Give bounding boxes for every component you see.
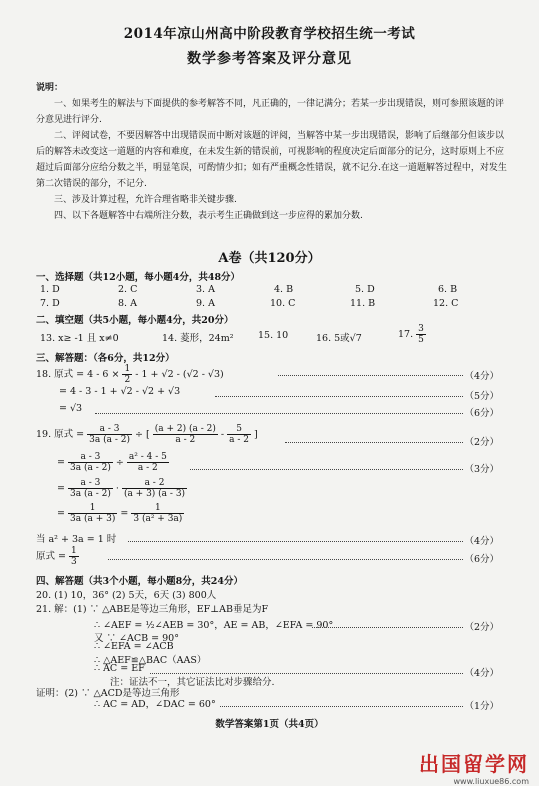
q21-line5: ∴ △AEF≌△BAC（AAS）	[94, 655, 207, 666]
answer-12: 12. C	[433, 298, 459, 309]
dotted-leader	[95, 413, 463, 414]
answer-10: 10. C	[270, 298, 296, 309]
score-q19-4: （4分）	[464, 536, 499, 547]
watermark-url: www.liuxue86.com	[453, 777, 529, 786]
answer-5: 5. D	[355, 284, 375, 295]
watermark-logo: 出国留学网	[419, 752, 529, 776]
dotted-leader	[128, 541, 463, 542]
part2-heading: 二、填空题（共5小题，每小题4分，共20分）	[36, 315, 234, 326]
q19-line2: = $\frac{a - 3}{3a (a - 2)}$ ÷ $\frac{\text{a² - 4 - 5}}{a - 2}$	[57, 452, 167, 473]
score-q19-1: （2分）	[464, 437, 499, 448]
answer-14: 14. 菱形，24m²	[162, 333, 234, 344]
part1-heading: 一、选择题（共12小题，每小题4分，共48分）	[36, 272, 241, 283]
q21-line4: ∴ ∠EFA = ∠ACB	[94, 641, 174, 652]
section-a-title: A卷（共120分）	[218, 251, 321, 266]
dotted-leader	[220, 706, 463, 707]
q19-line3: = $\frac{a - 3}{3a (a - 2)}$ · $\frac{a - 2}{(a + 3) (a - 3)}$	[57, 478, 186, 499]
watermark	[419, 748, 529, 786]
dotted-leader	[108, 559, 463, 560]
q21-line6: ∴ AC = EF	[94, 663, 145, 674]
answer-2: 2. C	[118, 284, 138, 295]
answer-8: 8. A	[118, 298, 137, 309]
q21-line2: ∴ ∠AEF = ½∠AEB = 30°，AE = AB，∠EFA = 90°	[94, 620, 334, 631]
score-q18-3: （6分）	[464, 408, 499, 419]
q18-line2: = 4 - 3 - 1 + √2 - √2 + √3	[59, 386, 181, 397]
page-footer: 数学答案第1页（共4页）	[215, 719, 324, 730]
q19-condition: 当 a² + 3a = 1 时	[36, 534, 117, 545]
score-q19-2: （3分）	[464, 464, 499, 475]
note-1: 一、如果考生的解法与下面提供的参考解答不同，凡正确的，一律记满分；若某一步出现错误，则可参照该题的评分意见进行评分.	[36, 99, 505, 125]
dotted-leader	[312, 627, 463, 628]
answer-1: 1. D	[40, 284, 60, 295]
score-q18-2: （5分）	[464, 391, 499, 402]
score-q18-1: （4分）	[464, 371, 499, 382]
answer-16: 16. 5或√7	[316, 333, 362, 344]
part4-heading: 四、解答题（共3个小题，每小题8分，共24分）	[36, 576, 243, 587]
dotted-leader	[278, 375, 463, 376]
score-q21-line7: （1分）	[464, 701, 499, 712]
dotted-leader	[285, 442, 463, 443]
q18-line3: = √3	[59, 403, 83, 414]
q21-intro: 21. 解：(1) ∵ △ABE是等边三角形，EF⊥AB垂足为F	[36, 604, 269, 615]
note-2: 二、评阅试卷，不要因解答中出现错误而中断对该题的评阅，当解答中某一步出现错误，影响了后继部分但该步以后的解答未改变这一道题的内容和难度，在未发生新的错误前，可视影响的程度决定后面部分的记分，这时原则上不应超过后面部分应给分数之半，明显笔误，可酌情少扣；如有严重概念性错误，就不记分.在这一道题解答过程中，对发生第二次错误的部分，不记分.	[36, 131, 507, 189]
part3-heading: 三、解答题：（各6分，共12分）	[36, 353, 175, 364]
answer-3: 3. A	[196, 284, 215, 295]
note-3: 三、涉及计算过程，允许合理省略非关键步骤.	[54, 195, 237, 205]
dotted-leader	[215, 396, 463, 397]
q21-line3: 又 ∵ ∠ACB = 90°	[94, 633, 179, 644]
answer-9: 9. A	[196, 298, 215, 309]
q19-line4: = $\frac{1}{3a (a + 3)}$ = $\frac{1}{\text{3 (a² + 3a)}}$	[57, 503, 183, 524]
note-4: 四、以下各题解答中右端所注分数，表示考生正确做到这一步应得的累加分数.	[54, 211, 363, 221]
notes-heading: 说明：	[36, 83, 64, 93]
score-q21-1: （2分）	[464, 622, 499, 633]
answer-17	[398, 324, 426, 345]
answer-6: 6. B	[438, 284, 458, 295]
answer-15: 15. 10	[258, 330, 289, 341]
q18-line1: 18. 原式 = 4 - 6 × $\frac{1}{2}$ - 1 + √2 - (√2 - √3)	[36, 364, 224, 385]
score-q19-5: （6分）	[464, 554, 499, 565]
answer-17-fraction: $\frac{3}{5}$	[418, 324, 424, 345]
q19-line1: 19. 原式 = $\frac{a - 3}{3a (a - 2)}$ ÷ [ $\frac{(a + 2) (a - 2)}{a - 2}$ - $\frac{5}{a - 2}$ ]	[36, 424, 258, 445]
answer-20: 20. (1) 10，36° (2) 5天，6天 (3) 800人	[36, 590, 217, 601]
exam-title: 2014年凉山州高中阶段教育学校招生统一考试	[123, 26, 416, 42]
answer-17-label: 17.	[398, 329, 414, 340]
answer-13: 13. x≥ -1 且 x≠0	[40, 333, 119, 344]
q21-note: 注：证法不一，其它证法比对步骤给分.	[110, 677, 275, 688]
answer-11: 11. B	[350, 298, 376, 309]
q21-line7: ∴ AC = AD，∠DAC = 60°	[94, 699, 216, 710]
answer-key-subtitle: 数学参考答案及评分意见	[187, 51, 352, 67]
q21-part2: 证明：(2) ∵ △ACD是等边三角形	[36, 688, 180, 699]
answer-7: 7. D	[40, 298, 60, 309]
answer-4: 4. B	[274, 284, 294, 295]
score-q21-line6: （4分）	[464, 668, 499, 679]
dotted-leader	[190, 469, 463, 470]
q19-result: 原式 = $\frac{1}{3}$	[36, 546, 77, 567]
grading-notes	[36, 80, 511, 224]
